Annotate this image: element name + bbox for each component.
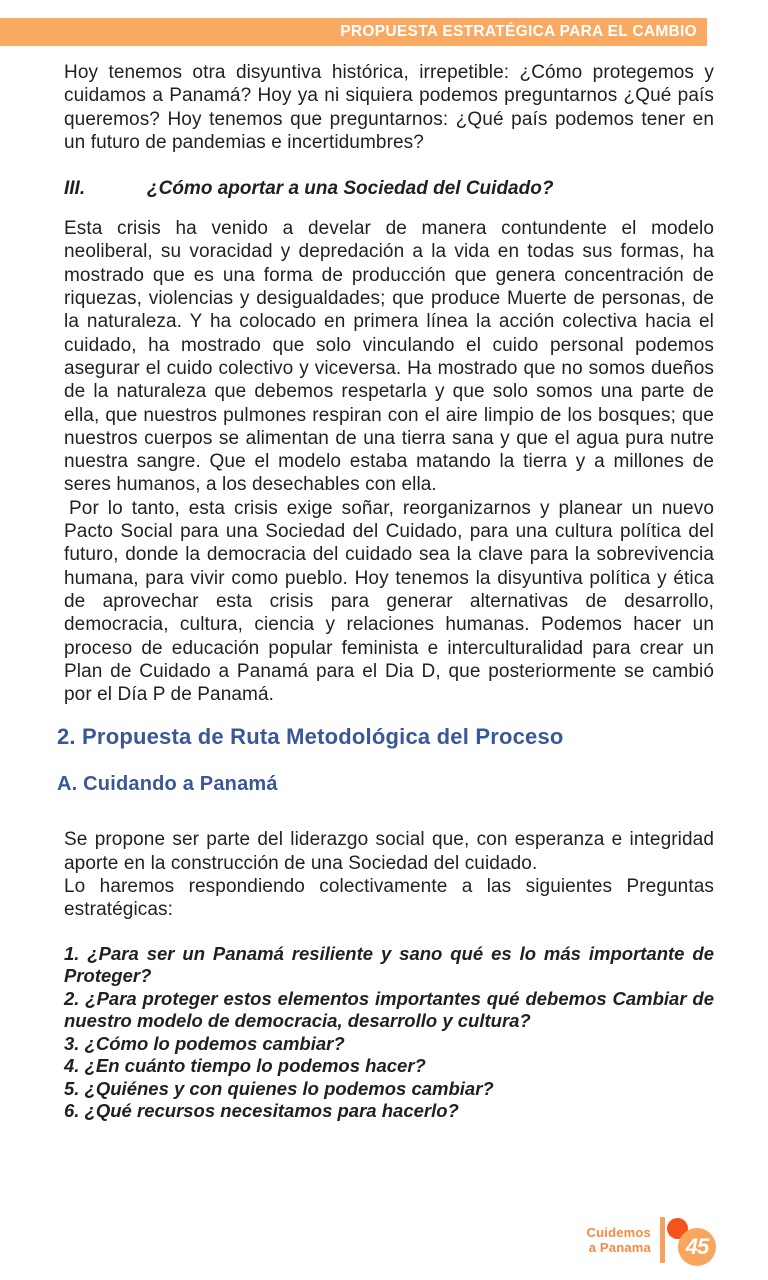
section2-title: 2. Propuesta de Ruta Metodológica del Proceso [57,724,564,750]
page-header-banner [0,18,707,46]
paragraph-crisis-2: Por lo tanto, esta crisis exige soñar, reorganizarnos y planear un nuevo Pacto Social para una Sociedad del Cuidado, para una cultura política del futuro, donde la democracia del cuidado sea la clave para la sobrevivencia humana, para vivir como pueblo. Hoy tenemos la disyuntiva política y ética de aprovechar esta crisis para generar alternativas de desarrollo, democracia, cultura, ciencia y relaciones humanas. Podemos hacer un proceso de educación popular feminista e interculturalidad para crear un Plan de Cuidado a Panamá para el Dia D, que posteriormente se cambió por el Día P de Panamá. [64,497,714,706]
question-item-6: 6. ¿Qué recursos necesitamos para hacerlo? [64,1100,459,1122]
paragraph-intro: Hoy tenemos otra disyuntiva histórica, irrepetible: ¿Cómo protegemos y cuidamos a Panamá? Hoy ya ni siquiera podemos preguntarnos ¿Qué país queremos? Hoy tenemos que preguntarnos: ¿Qué país podemos tener en un futuro de pandemias e incertidumbres? [64,62,714,153]
page-content [57,46,714,1123]
section-heading-number: III. [64,178,86,200]
page-number-circle [678,1228,716,1266]
page-number: 45 [685,1234,709,1259]
section-heading-iii [64,177,714,200]
paragraph-proposal-2: Lo haremos respondiendo colectivamente a las siguientes Preguntas estratégicas: [64,876,714,921]
question-item-4: 4. ¿En cuánto tiempo lo podemos hacer? [64,1055,426,1077]
footer-brand-line2: a Panama [588,1240,651,1255]
paragraph-proposal-1: Se propone ser parte del liderazgo social que, con esperanza e integridad aporte en la construcción de una Sociedad del cuidado. [64,829,714,874]
page-footer [587,1214,716,1266]
section-heading-title: ¿Cómo aportar a una Sociedad del Cuidado? [147,178,554,200]
question-item-2: 2. ¿Para proteger estos elementos importantes qué debemos Cambiar de nuestro modelo de democracia, desarrollo y cultura? [64,987,714,1032]
question-item-1: 1. ¿Para ser un Panamá resiliente y sano qué es lo más importante de Proteger? [64,942,714,987]
footer-divider-bar [660,1217,665,1263]
footer-brand [587,1225,651,1255]
header-title: PROPUESTA ESTRATÉGICA PARA EL CAMBIO [340,23,697,40]
question-item-5: 5. ¿Quiénes y con quienes lo podemos cambiar? [64,1077,494,1099]
question-item-3: 3. ¿Cómo lo podemos cambiar? [64,1032,345,1054]
strategic-questions-list [64,943,714,1123]
footer-brand-line1: Cuidemos [586,1225,651,1240]
paragraph-crisis-1: Esta crisis ha venido a develar de manera contundente el modelo neoliberal, su voracidad y depredación a la vida en todas sus formas, ha mostrado que es una forma de producción que genera concentración de riquezas, violencias y desigualdades; que produce Muerte de personas, de la naturaleza. Y ha colocado en primera línea la acción colectiva hacia el cuidado, ha mostrado que solo vinculando el cuido personal podemos asegurar el cuido colectivo y viceversa. Ha mostrado que no somos dueños de la naturaleza que debemos respetarla y que solo somos una parte de ella, que nuestros pulmones respiran con el aire limpio de los bosques; que nuestros cuerpos se alimentan de una tierra sana y que el agua pura nutre nuestra sangre. Que el modelo estaba matando la tierra y a millones de seres humanos, a los desechables con ella. [64,218,714,496]
section2-subtitle: A. Cuidando a Panamá [57,773,278,796]
page-number-badge [678,1228,716,1266]
